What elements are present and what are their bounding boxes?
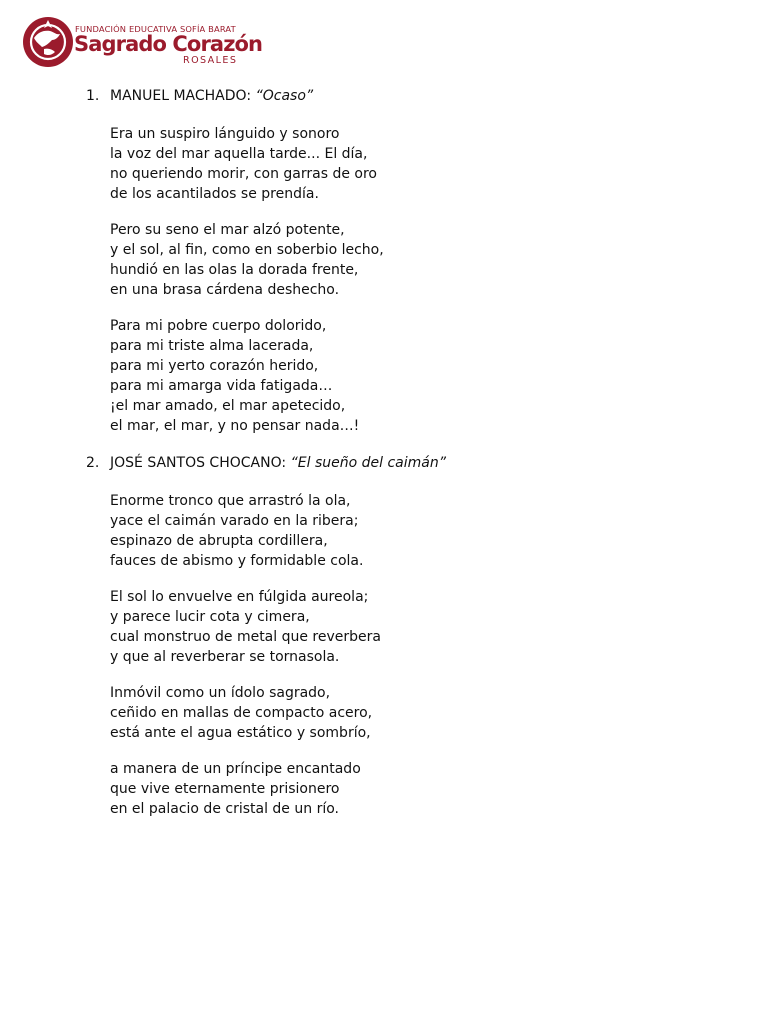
- stanza: [110, 124, 706, 204]
- poem-title: “Ocaso”: [255, 88, 314, 104]
- verse-line: en el palacio de cristal de un río.: [110, 801, 339, 817]
- verse-line: en una brasa cárdena deshecho.: [110, 282, 340, 298]
- verse-line: no queriendo morir, con garras de oro: [110, 166, 377, 182]
- verse-line: y parece lucir cota y cimera,: [110, 609, 310, 625]
- school-header: [22, 16, 262, 68]
- verse-line: está ante el agua estático y sombrío,: [110, 725, 371, 741]
- poem-title: “El sueño del caimán”: [290, 455, 446, 471]
- campus-name: ROSALES: [183, 55, 238, 66]
- verse-line: el mar, el mar, y no pensar nada…!: [110, 418, 360, 434]
- stanza: [110, 220, 706, 300]
- verse-line: la voz del mar aquella tarde... El día,: [110, 146, 368, 162]
- document-content: [86, 86, 706, 835]
- verse-line: Enorme tronco que arrastró la ola,: [110, 493, 351, 509]
- poem-author: MANUEL MACHADO:: [110, 88, 252, 104]
- verse-line: para mi triste alma lacerada,: [110, 338, 314, 354]
- stanza: [110, 587, 706, 667]
- poem-number: 2.: [86, 455, 100, 471]
- stanza: [110, 683, 706, 743]
- verse-line: El sol lo envuelve en fúlgida aureola;: [110, 589, 369, 605]
- school-logo-icon: [22, 16, 74, 68]
- foundation-name: FUNDACIÓN EDUCATIVA SOFÍA BARAT: [75, 24, 236, 34]
- poem-body: [86, 124, 706, 436]
- verse-line: y el sol, al fin, como en soberbio lecho,: [110, 242, 384, 258]
- verse-line: Era un suspiro lánguido y sonoro: [110, 126, 340, 142]
- school-name: Sagrado Corazón: [74, 32, 263, 56]
- verse-line: que vive eternamente prisionero: [110, 781, 340, 797]
- verse-line: yace el caimán varado en la ribera;: [110, 513, 359, 529]
- poem-number: 1.: [86, 88, 100, 104]
- verse-line: cual monstruo de metal que reverbera: [110, 629, 381, 645]
- verse-line: de los acantilados se prendía.: [110, 186, 319, 202]
- verse-line: Para mi pobre cuerpo dolorido,: [110, 318, 327, 334]
- verse-line: Pero su seno el mar alzó potente,: [110, 222, 345, 238]
- stanza: [110, 316, 706, 436]
- stanza: [110, 491, 706, 571]
- poem-heading: [86, 453, 706, 473]
- verse-line: a manera de un príncipe encantado: [110, 761, 361, 777]
- poem-body: [86, 491, 706, 819]
- verse-line: para mi amarga vida fatigada…: [110, 378, 333, 394]
- verse-line: ¡el mar amado, el mar apetecido,: [110, 398, 346, 414]
- verse-line: y que al reverberar se tornasola.: [110, 649, 340, 665]
- poem-heading: [86, 86, 706, 106]
- poem-section: [86, 86, 706, 436]
- verse-line: espinazo de abrupta cordillera,: [110, 533, 328, 549]
- verse-line: fauces de abismo y formidable cola.: [110, 553, 364, 569]
- poem-author: JOSÉ SANTOS CHOCANO:: [110, 455, 287, 471]
- verse-line: hundió en las olas la dorada frente,: [110, 262, 359, 278]
- verse-line: ceñido en mallas de compacto acero,: [110, 705, 373, 721]
- stanza: [110, 759, 706, 819]
- verse-line: para mi yerto corazón herido,: [110, 358, 319, 374]
- poem-section: [86, 453, 706, 819]
- verse-line: Inmóvil como un ídolo sagrado,: [110, 685, 331, 701]
